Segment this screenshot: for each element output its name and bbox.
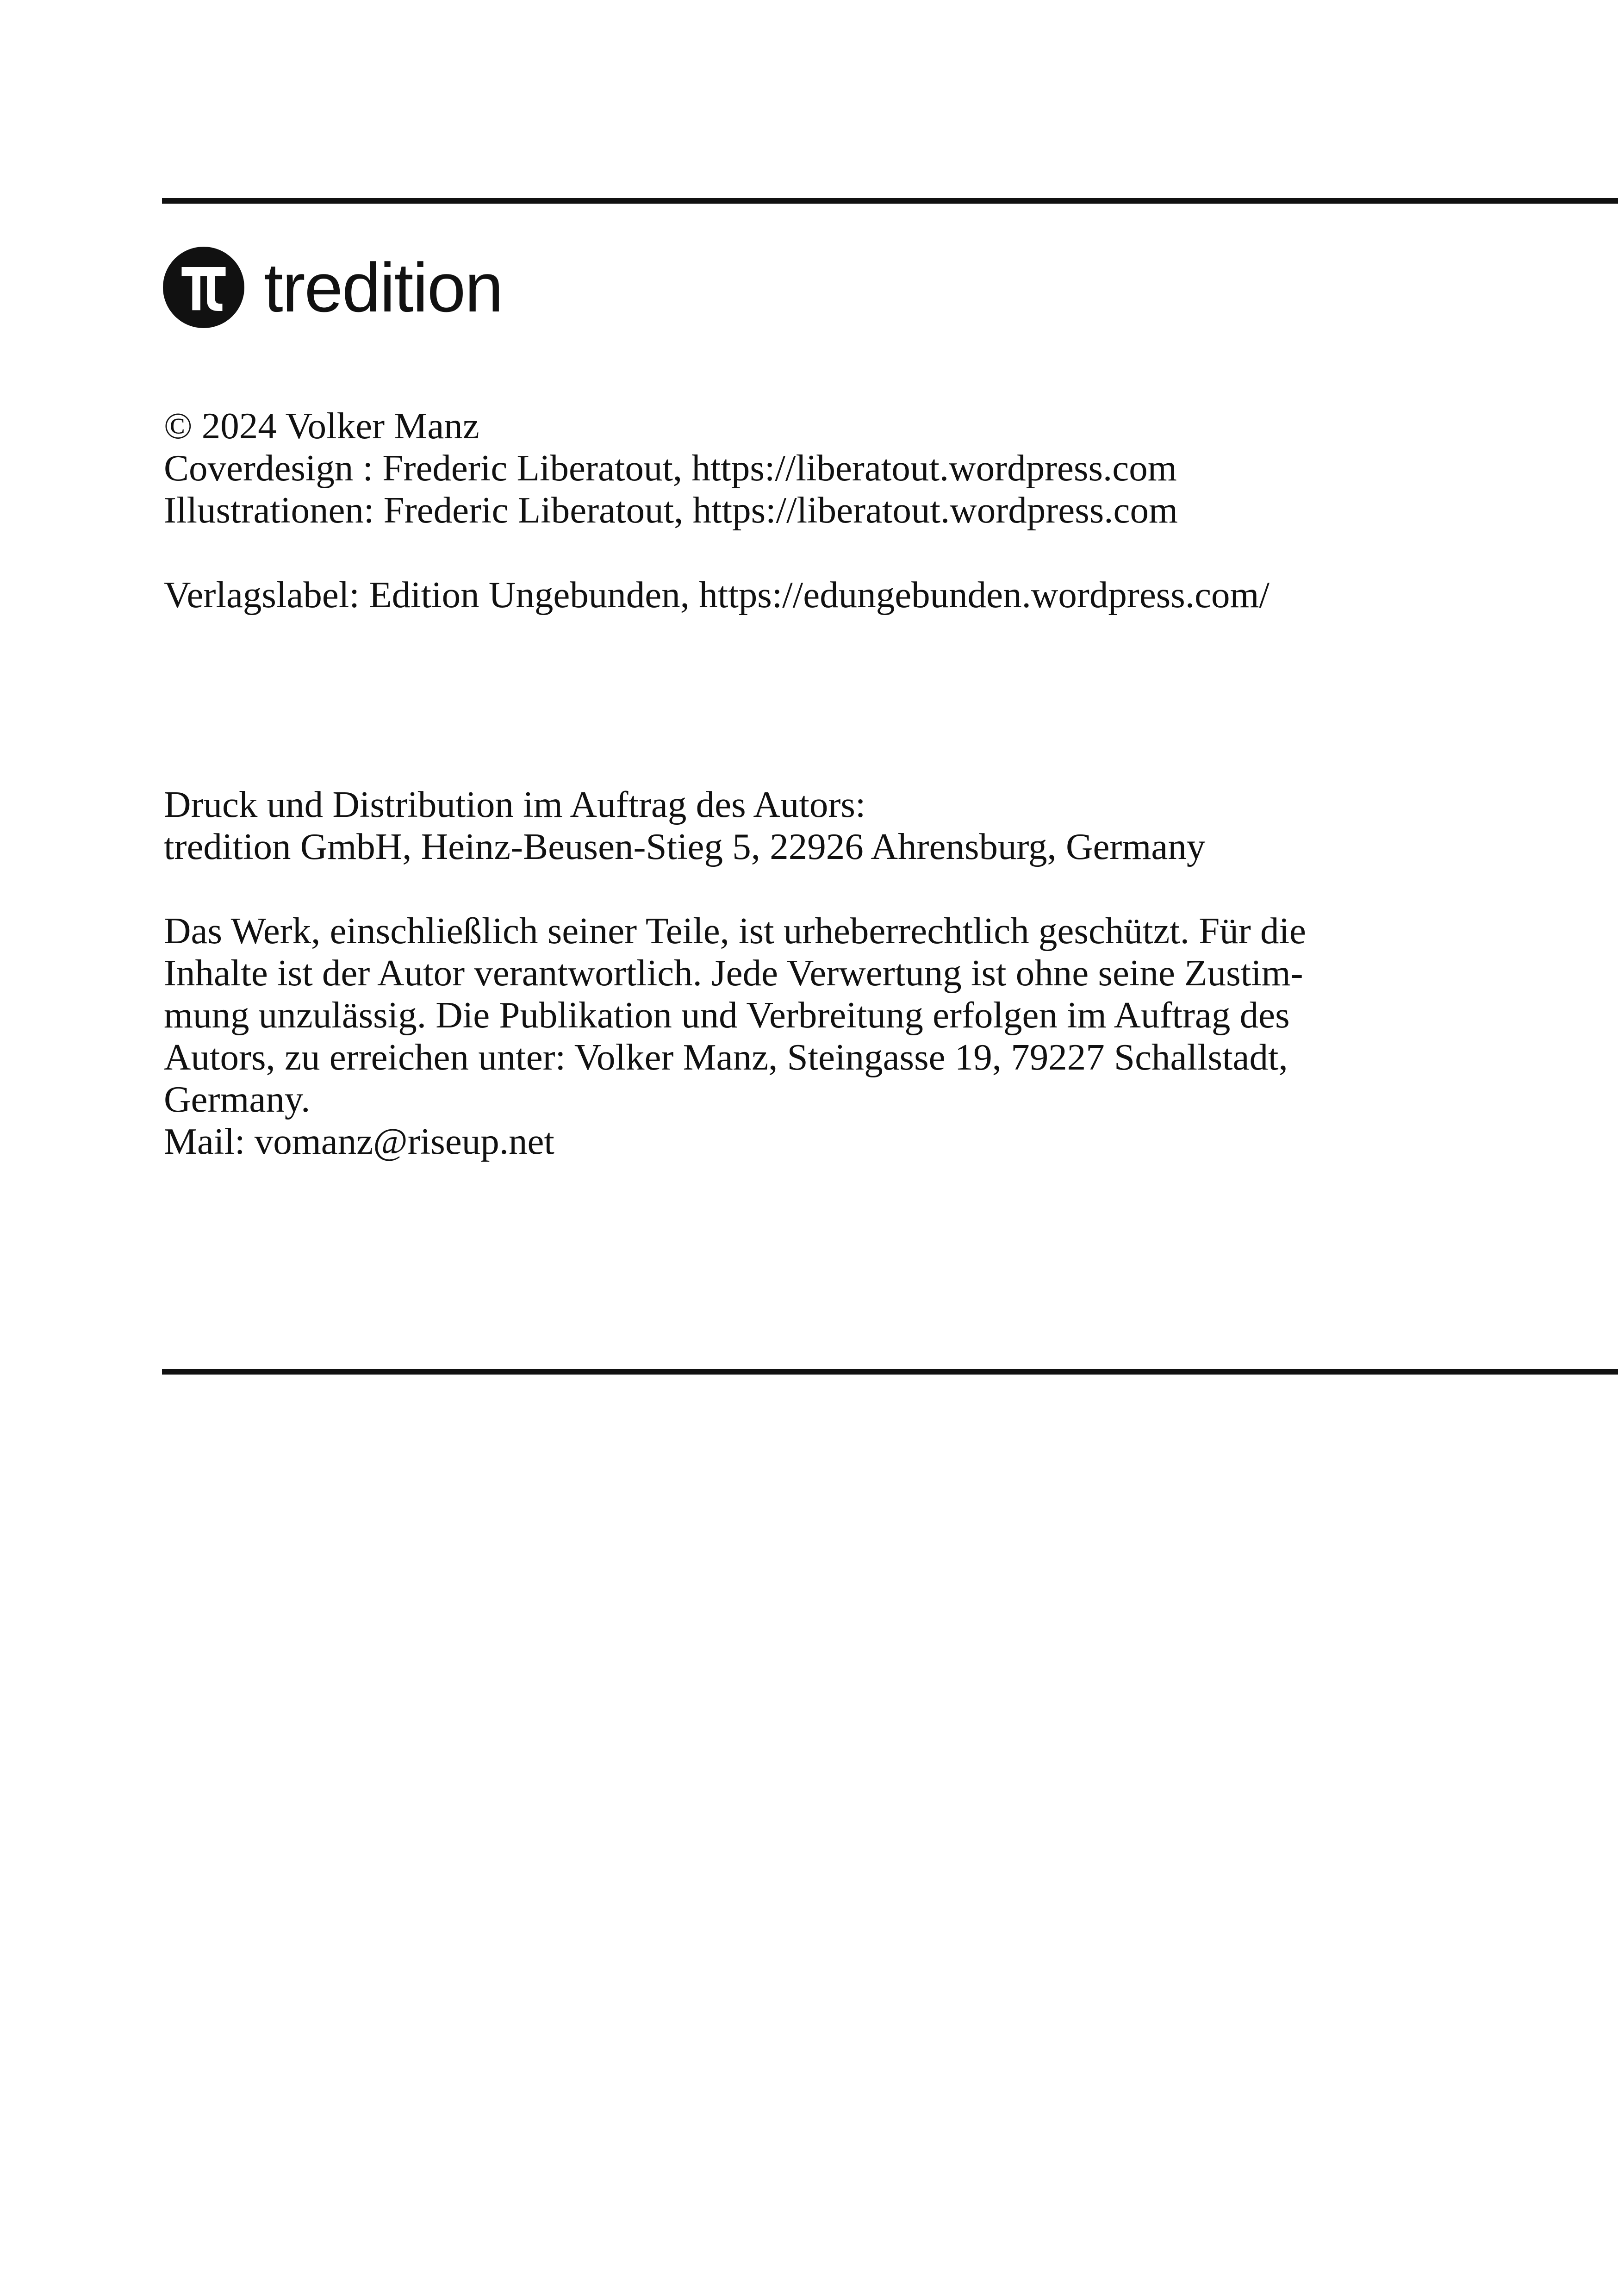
- top-divider: [162, 198, 1618, 204]
- tredition-logo-icon: [163, 247, 244, 328]
- distribution-info: [164, 784, 1506, 868]
- copyright-line: © 2024 Volker Manz: [164, 405, 479, 447]
- imprint-credits: [164, 405, 1506, 531]
- coverdesign-line: Coverdesign : Frederic Liberatout, https://liberatout.wordpress.com: [164, 447, 1177, 489]
- legal-notice: [164, 910, 1506, 1163]
- logo-wordmark: tredition: [264, 249, 503, 326]
- legal-line: Germany.: [164, 1078, 311, 1120]
- bottom-divider: [162, 1369, 1618, 1375]
- tredition-logo: [163, 247, 503, 328]
- distribution-line-2: tredition GmbH, Heinz-Beusen-Stieg 5, 22926 Ahrensburg, Germany: [164, 826, 1206, 867]
- legal-line: mung unzulässig. Die Publikation und Verbreitung erfolgen im Auftrag des: [164, 994, 1290, 1036]
- label-line: Verlagslabel: Edition Ungebunden, https://edungebunden.wordpress.com/: [164, 574, 1270, 616]
- legal-line: Inhalte ist der Autor verantwortlich. Jede Verwertung ist ohne seine Zustim-: [164, 952, 1303, 994]
- contact-mail-line: Mail: vomanz@riseup.net: [164, 1120, 554, 1162]
- legal-line: Autors, zu erreichen unter: Volker Manz, Steingasse 19, 79227 Schallstadt,: [164, 1036, 1288, 1078]
- legal-line: Das Werk, einschließlich seiner Teile, ist urheberrechtlich geschützt. Für die: [164, 910, 1307, 952]
- distribution-line-1: Druck und Distribution im Auftrag des Autors:: [164, 784, 866, 825]
- publisher-label: [164, 574, 1506, 616]
- illustrations-line: Illustrationen: Frederic Liberatout, https://liberatout.wordpress.com: [164, 489, 1178, 531]
